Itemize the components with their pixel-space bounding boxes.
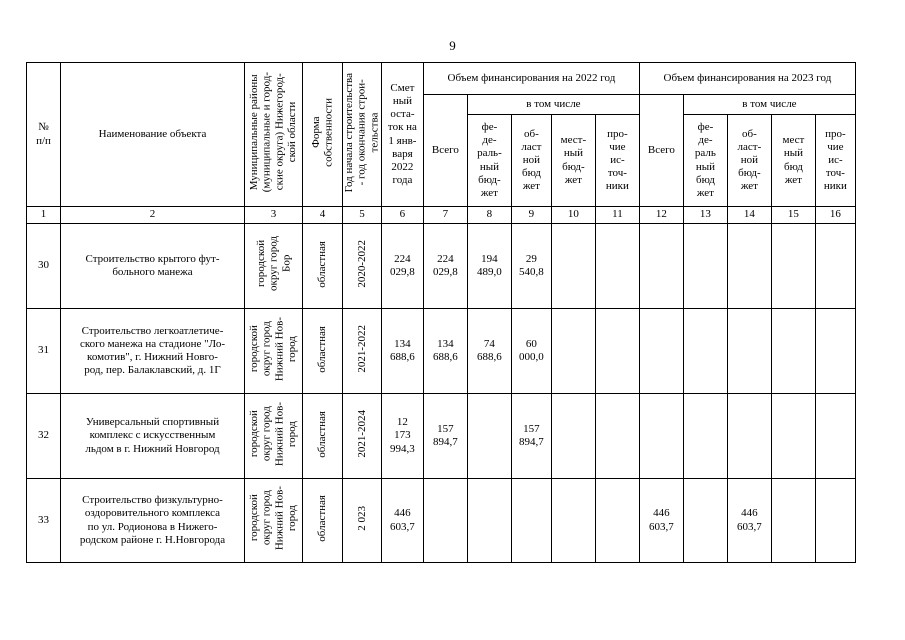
- local-2023-cell: [771, 309, 815, 394]
- federal-2022-cell: [467, 394, 511, 479]
- other-2023-cell: [815, 309, 855, 394]
- row-num: 30: [27, 224, 61, 309]
- federal-2023-cell: [683, 479, 727, 563]
- column-numbers-row: [27, 207, 856, 224]
- other-2022-cell: [595, 309, 639, 394]
- column-number: 3: [245, 207, 303, 224]
- header-num: № п/п: [27, 63, 61, 207]
- header-row-1: [27, 63, 856, 95]
- row-num: 32: [27, 394, 61, 479]
- column-number: 9: [511, 207, 551, 224]
- header-federal-2023: фе- де- раль ный бюд жет: [683, 115, 727, 207]
- header-object-name: Наименование объекта: [61, 63, 245, 207]
- header-years: Год начала строительства - год окончания строи- тельства: [343, 63, 382, 207]
- federal-2023-cell: [683, 309, 727, 394]
- federal-2023-cell: [683, 394, 727, 479]
- table-row: [27, 394, 856, 479]
- table-row: [27, 224, 856, 309]
- regional-2023-cell: 446 603,7: [727, 479, 771, 563]
- municipal-cell: городской округ город Бор: [245, 224, 303, 309]
- municipal-cell: городской округ город Нижний Нов- город: [245, 479, 303, 563]
- federal-2022-cell: [467, 479, 511, 563]
- header-local-2023: мест ный бюд жет: [771, 115, 815, 207]
- other-2022-cell: [595, 224, 639, 309]
- estimate-cell: 446 603,7: [381, 479, 423, 563]
- row-num: 31: [27, 309, 61, 394]
- total-2022-cell: 157 894,7: [423, 394, 467, 479]
- total-2023-cell: 446 603,7: [639, 479, 683, 563]
- years-cell: 2021-2022: [343, 309, 382, 394]
- column-number: 1: [27, 207, 61, 224]
- row-num: 33: [27, 479, 61, 563]
- object-name: Строительство крытого фут- больного манежа: [61, 224, 245, 309]
- header-regional-2022: об- ласт ной бюд жет: [511, 115, 551, 207]
- object-name: Строительство легкоатлетиче- ского манежа на стадионе "Ло- комотив", г. Нижний Новго- род, пер. Балаклавский, д. 1Г: [61, 309, 245, 394]
- column-number: 16: [815, 207, 855, 224]
- regional-2022-cell: 157 894,7: [511, 394, 551, 479]
- total-2023-cell: [639, 309, 683, 394]
- header-other-2022: про- чие ис- точ- ники: [595, 115, 639, 207]
- column-number: 7: [423, 207, 467, 224]
- header-other-2023: про- чие ис- точ- ники: [815, 115, 855, 207]
- local-2023-cell: [771, 394, 815, 479]
- local-2022-cell: [551, 479, 595, 563]
- other-2022-cell: [595, 394, 639, 479]
- regional-2023-cell: [727, 224, 771, 309]
- header-total-2023: Всего: [639, 95, 683, 207]
- total-2023-cell: [639, 394, 683, 479]
- header-ownership: Форма собственности: [303, 63, 343, 207]
- estimate-cell: 134 688,6: [381, 309, 423, 394]
- column-number: 12: [639, 207, 683, 224]
- table-row: [27, 479, 856, 563]
- column-number: 6: [381, 207, 423, 224]
- column-number: 10: [551, 207, 595, 224]
- years-cell: 2021-2024: [343, 394, 382, 479]
- financing-table: [26, 62, 856, 563]
- column-number: 4: [303, 207, 343, 224]
- other-2023-cell: [815, 394, 855, 479]
- regional-2023-cell: [727, 394, 771, 479]
- column-number: 13: [683, 207, 727, 224]
- local-2023-cell: [771, 479, 815, 563]
- other-2022-cell: [595, 479, 639, 563]
- other-2023-cell: [815, 479, 855, 563]
- ownership-cell: областная: [303, 394, 343, 479]
- column-number: 5: [343, 207, 382, 224]
- object-name: Универсальный спортивный комплекс с искусственным льдом в г. Нижний Новгород: [61, 394, 245, 479]
- column-number: 11: [595, 207, 639, 224]
- object-name: Строительство физкультурно- оздоровительного комплекса по ул. Родионова в Нижего- родском районе г. Н.Новгорода: [61, 479, 245, 563]
- header-local-2022: мест- ный бюд- жет: [551, 115, 595, 207]
- regional-2022-cell: [511, 479, 551, 563]
- header-fin-2022: Объем финансирования на 2022 год: [423, 63, 639, 95]
- header-federal-2022: фе- де- раль- ный бюд- жет: [467, 115, 511, 207]
- estimate-cell: 12 173 994,3: [381, 394, 423, 479]
- page-number: 9: [449, 38, 456, 53]
- federal-2022-cell: 74 688,6: [467, 309, 511, 394]
- total-2022-cell: 134 688,6: [423, 309, 467, 394]
- years-cell: 2 023: [343, 479, 382, 563]
- header-fin-2023: Объем финансирования на 2023 год: [639, 63, 855, 95]
- total-2022-cell: 224 029,8: [423, 224, 467, 309]
- table-row: [27, 309, 856, 394]
- ownership-cell: областная: [303, 479, 343, 563]
- column-number: 2: [61, 207, 245, 224]
- total-2022-cell: [423, 479, 467, 563]
- local-2022-cell: [551, 309, 595, 394]
- years-cell: 2020-2022: [343, 224, 382, 309]
- ownership-cell: областная: [303, 309, 343, 394]
- ownership-cell: областная: [303, 224, 343, 309]
- municipal-cell: городской округ город Нижний Нов- город: [245, 309, 303, 394]
- total-2023-cell: [639, 224, 683, 309]
- other-2023-cell: [815, 224, 855, 309]
- regional-2023-cell: [727, 309, 771, 394]
- header-estimate: Смет ный оста- ток на 1 янв- варя 2022 года: [381, 63, 423, 207]
- column-number: 8: [467, 207, 511, 224]
- federal-2022-cell: 194 489,0: [467, 224, 511, 309]
- header-including-2022: в том числе: [467, 95, 639, 115]
- header-including-2023: в том числе: [683, 95, 855, 115]
- regional-2022-cell: 60 000,0: [511, 309, 551, 394]
- estimate-cell: 224 029,8: [381, 224, 423, 309]
- local-2023-cell: [771, 224, 815, 309]
- header-total-2022: Всего: [423, 95, 467, 207]
- header-municipal: Муниципальные районы (муниципальные и город- ские округа) Нижегород- ской области: [245, 63, 303, 207]
- municipal-cell: городской округ город Нижний Нов- город: [245, 394, 303, 479]
- local-2022-cell: [551, 394, 595, 479]
- header-regional-2023: об- ласт- ной бюд- жет: [727, 115, 771, 207]
- local-2022-cell: [551, 224, 595, 309]
- federal-2023-cell: [683, 224, 727, 309]
- column-number: 15: [771, 207, 815, 224]
- column-number: 14: [727, 207, 771, 224]
- regional-2022-cell: 29 540,8: [511, 224, 551, 309]
